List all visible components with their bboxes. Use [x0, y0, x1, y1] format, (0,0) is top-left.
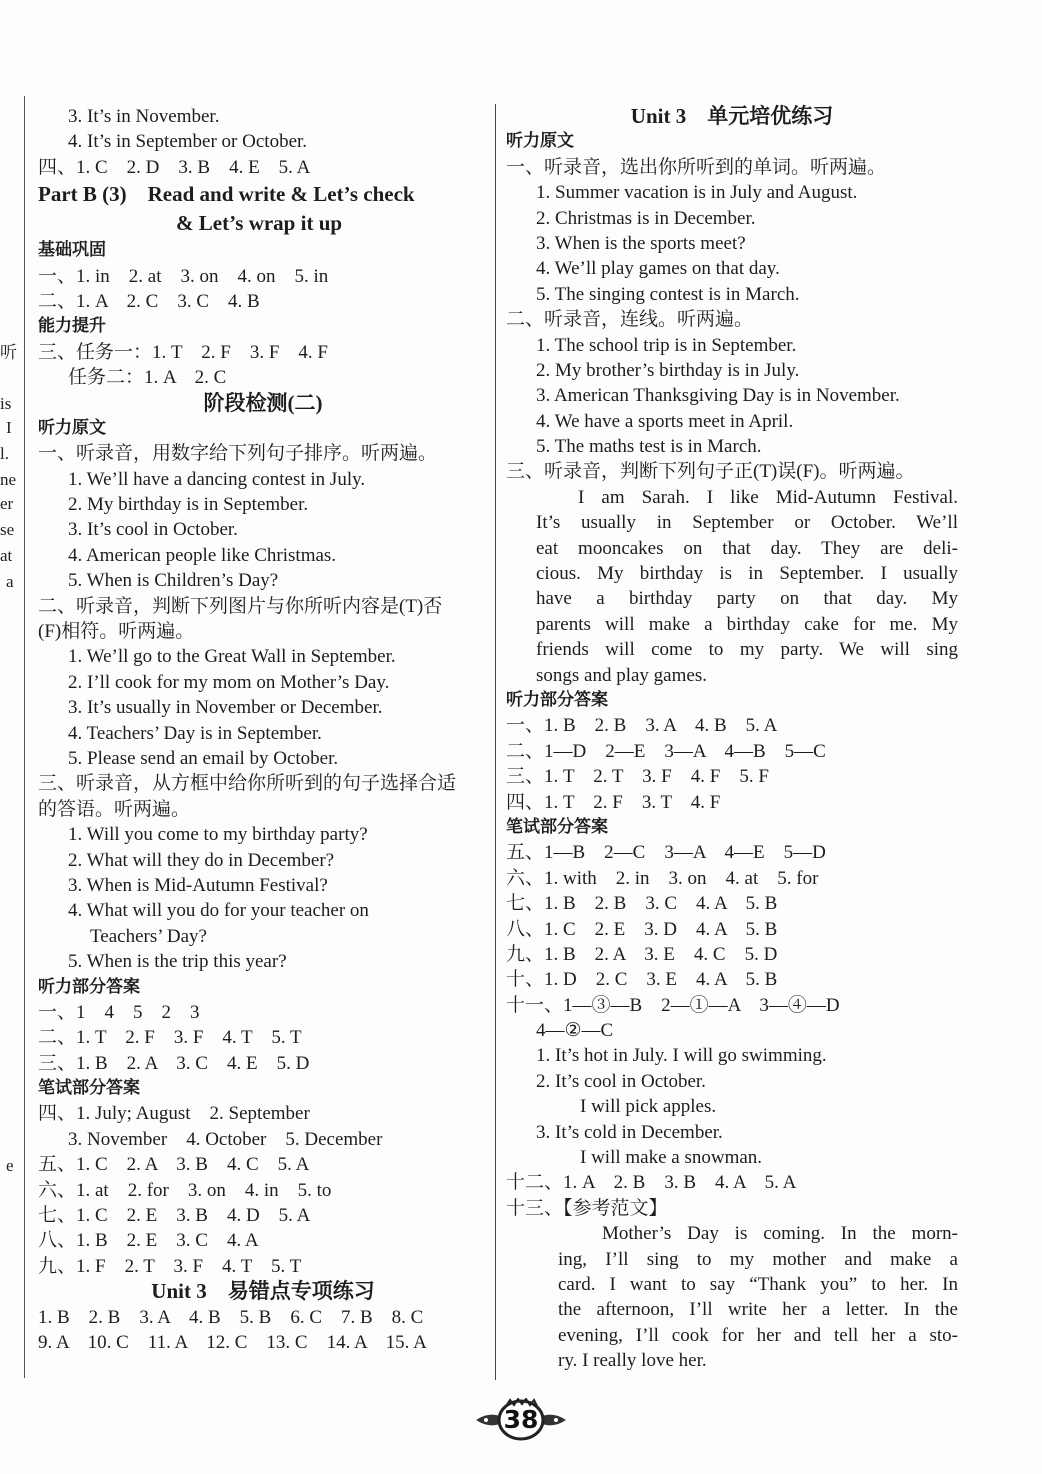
edge-fragment: se	[0, 520, 15, 539]
edge-fragment: 听	[0, 343, 17, 362]
left-text-line: 4. What will you do for your teacher on	[68, 900, 369, 922]
left-text-line: 5. Please send an email by October.	[68, 747, 339, 769]
left-text-line: 阶段检测(二)	[203, 390, 323, 415]
right-text-line: have a birthday party on that day. My	[536, 588, 958, 610]
left-text-line: 九、1. F 2. T 3. F 4. T 5. T	[38, 1255, 302, 1277]
left-text-line: 七、1. C 2. E 3. B 4. D 5. A	[38, 1205, 311, 1227]
left-text-line: 能力提升	[38, 316, 106, 337]
edge-fragment: e	[6, 1156, 14, 1175]
right-text-line: 1. The school trip is in September.	[536, 334, 797, 356]
right-text-line: 5. The maths test is in March.	[536, 436, 762, 458]
edge-fragment: ne	[0, 470, 17, 489]
left-text-line: Part B (3) Read and write & Let’s check	[38, 182, 415, 207]
left-text-line: 2. What will they do in December?	[68, 849, 335, 871]
left-text-line: 2. My birthday is in September.	[68, 494, 309, 516]
right-text-line: 四、1. T 2. F 3. T 4. F	[506, 791, 721, 813]
right-text-line: 4. We have a sports meet in April.	[536, 410, 794, 432]
right-text-line: 六、1. with 2. in 3. on 4. at 5. for	[506, 867, 819, 889]
right-text-line: 2. It’s cool in October.	[536, 1070, 706, 1092]
right-text-line: 一、1. B 2. B 3. A 4. B 5. A	[506, 715, 778, 737]
edge-fragment: a	[6, 572, 14, 591]
left-text-line: 1. We’ll have a dancing contest in July.	[68, 468, 366, 490]
left-text-line: & Let’s wrap it up	[176, 211, 343, 236]
right-text-line: 3. When is the sports meet?	[536, 232, 746, 254]
left-text-line: 二、1. T 2. F 3. F 4. T 5. T	[38, 1027, 302, 1049]
left-text-line: Unit 3 易错点专项练习	[151, 1279, 375, 1304]
left-text-line: 一、听录音，用数字给下列句子排序。听两遍。	[38, 443, 438, 465]
right-text-line: 2. My brother’s birthday is in July.	[536, 359, 800, 381]
right-text-line: 笔试部分答案	[506, 816, 608, 837]
left-text-line: 二、听录音，判断下列图片与你所听内容是(T)否	[38, 595, 443, 617]
right-text-line: I will make a snowman.	[580, 1147, 763, 1169]
right-text-line: Unit 3 单元培优练习	[630, 104, 834, 128]
left-text-line: 笔试部分答案	[38, 1078, 140, 1099]
right-text-line: 3. It’s cold in December.	[536, 1121, 723, 1143]
right-text-line: It’s usually in September or October. We’ll	[536, 512, 958, 534]
right-text-line: 5. The singing contest is in March.	[536, 283, 800, 305]
right-text-line: I will pick apples.	[580, 1096, 717, 1118]
left-text-line: 1. B 2. B 3. A 4. B 5. B 6. C 7. B 8. C	[38, 1306, 424, 1328]
right-text-line: ry. I really love her.	[558, 1350, 707, 1372]
left-text-line: 9. A 10. C 11. A 12. C 13. C 14. A 15. A	[38, 1331, 427, 1353]
left-text-line: 八、1. B 2. E 3. C 4. A	[38, 1230, 259, 1252]
left-text-line: 4. Teachers’ Day is in September.	[68, 722, 322, 744]
right-text-line: 三、听录音，判断下列句子正(T)误(F)。听两遍。	[506, 461, 915, 483]
left-text-line: 任务二：1. A 2. C	[68, 367, 227, 389]
left-text-line: 二、1. A 2. C 3. C 4. B	[38, 290, 260, 312]
right-text-line: 九、1. B 2. A 3. E 4. C 5. D	[506, 943, 778, 965]
right-text-line: 十、1. D 2. C 3. E 4. A 5. B	[506, 969, 778, 991]
left-text-line: 3. It’s in November.	[68, 106, 220, 127]
left-text-line: 1. We’ll go to the Great Wall in September.	[68, 646, 396, 668]
left-text-line: 3. It’s usually in November or December.	[68, 697, 383, 719]
left-text-line: 基础巩固	[38, 240, 106, 261]
left-text-line: 三、1. B 2. A 3. C 4. E 5. D	[38, 1052, 310, 1074]
right-text-line: songs and play games.	[536, 664, 707, 686]
page-number: 38	[503, 1405, 539, 1434]
left-text-line: 5. When is the trip this year?	[68, 951, 287, 973]
edge-fragment: I	[6, 418, 12, 437]
right-text-line: 听力部分答案	[506, 689, 608, 710]
right-column	[506, 104, 958, 1374]
right-text-line: eat mooncakes on that day. They are deli-	[536, 537, 958, 559]
left-text-line: 4. It’s in September or October.	[68, 131, 308, 153]
left-text-line: 3. It’s cool in October.	[68, 519, 238, 541]
right-text-line: 七、1. B 2. B 3. C 4. A 5. B	[506, 893, 778, 915]
right-text-line: parents will make a birthday cake for me. My	[536, 613, 958, 635]
left-text-line: Teachers’ Day?	[90, 925, 207, 947]
right-text-line: 2. Christmas is in December.	[536, 207, 756, 229]
left-text-line: 四、1. C 2. D 3. B 4. E 5. A	[38, 156, 311, 178]
right-text-line: the afternoon, I’ll write her a letter. In the	[558, 1299, 958, 1321]
left-text-line: 三、任务一：1. T 2. F 3. F 4. F	[38, 341, 328, 363]
right-text-line: 八、1. C 2. E 3. D 4. A 5. B	[506, 918, 778, 940]
right-text-line: 五、1—B 2—C 3—A 4—E 5—D	[506, 842, 826, 864]
right-text-line: 1. Summer vacation is in July and August.	[536, 182, 858, 204]
left-text-line: 六、1. at 2. for 3. on 4. in 5. to	[38, 1179, 332, 1201]
left-text-line: 听力原文	[38, 417, 106, 438]
left-text-line: 听力部分答案	[38, 976, 140, 997]
left-text-line: 4. American people like Christmas.	[68, 544, 337, 566]
right-text-line: ing, I’ll sing to my mother and make a	[558, 1248, 958, 1270]
right-text-line: 3. American Thanksgiving Day is in November.	[536, 385, 900, 407]
left-text-line: 三、听录音，从方框中给你所听到的句子选择合适	[38, 773, 457, 795]
edge-fragment: l.	[0, 444, 9, 463]
right-text-line: cious. My birthday is in September. I usually	[536, 563, 958, 585]
left-text-line: 2. I’ll cook for my mom on Mother’s Day.	[68, 671, 390, 693]
right-text-line: 十一、1—③—B 2—①—A 3—④—D	[506, 994, 840, 1016]
right-text-line: 听力原文	[506, 131, 574, 152]
right-text-line: Mother’s Day is coming. In the morn-	[602, 1223, 958, 1245]
left-text-line: 的答语。听两遍。	[38, 798, 191, 820]
right-text-line: 十三、【参考范文】	[506, 1197, 668, 1219]
left-text-line: 一、1 4 5 2 3	[38, 1001, 200, 1023]
right-text-line: 4. We’ll play games on that day.	[536, 258, 780, 280]
right-text-line: 4—②—C	[536, 1020, 614, 1042]
left-text-line: 3. November 4. October 5. December	[68, 1128, 383, 1150]
left-text-line: 一、1. in 2. at 3. on 4. on 5. in	[38, 265, 329, 287]
right-text-line: card. I want to say “Thank you” to her. In	[558, 1273, 958, 1295]
left-text-line: 3. When is Mid-Autumn Festival?	[68, 874, 328, 896]
left-text-line: 五、1. C 2. A 3. B 4. C 5. A	[38, 1154, 310, 1176]
right-text-line: 二、1—D 2—E 3—A 4—B 5—C	[506, 740, 826, 762]
left-text-line: 1. Will you come to my birthday party?	[68, 824, 368, 846]
right-text-line: 三、1. T 2. T 3. F 4. F 5. F	[506, 766, 769, 788]
column-divider	[495, 104, 496, 1380]
right-text-line: 1. It’s hot in July. I will go swimming.	[536, 1045, 827, 1067]
left-margin-rule	[24, 96, 25, 1378]
right-text-line: I am Sarah. I like Mid-Autumn Festival.	[578, 486, 958, 508]
edge-fragment: at	[0, 546, 13, 565]
left-column	[38, 104, 488, 1355]
edge-fragment: is	[0, 394, 12, 413]
right-text-line: 十二、1. A 2. B 3. B 4. A 5. A	[506, 1172, 797, 1194]
right-text-line: 一、听录音，选出你所听到的单词。听两遍。	[506, 156, 887, 178]
left-text-line: (F)相符。听两遍。	[38, 621, 195, 643]
left-text-line: 5. When is Children’s Day?	[68, 570, 279, 592]
right-text-line: friends will come to my party. We will sing	[536, 639, 958, 661]
page-number-badge	[470, 1398, 572, 1442]
edge-fragment: er	[0, 494, 14, 513]
right-text-line: evening, I’ll cook for her and tell her a sto-	[558, 1324, 958, 1346]
left-text-line: 四、1. July; August 2. September	[38, 1103, 310, 1125]
right-text-line: 二、听录音，连线。听两遍。	[506, 309, 754, 331]
